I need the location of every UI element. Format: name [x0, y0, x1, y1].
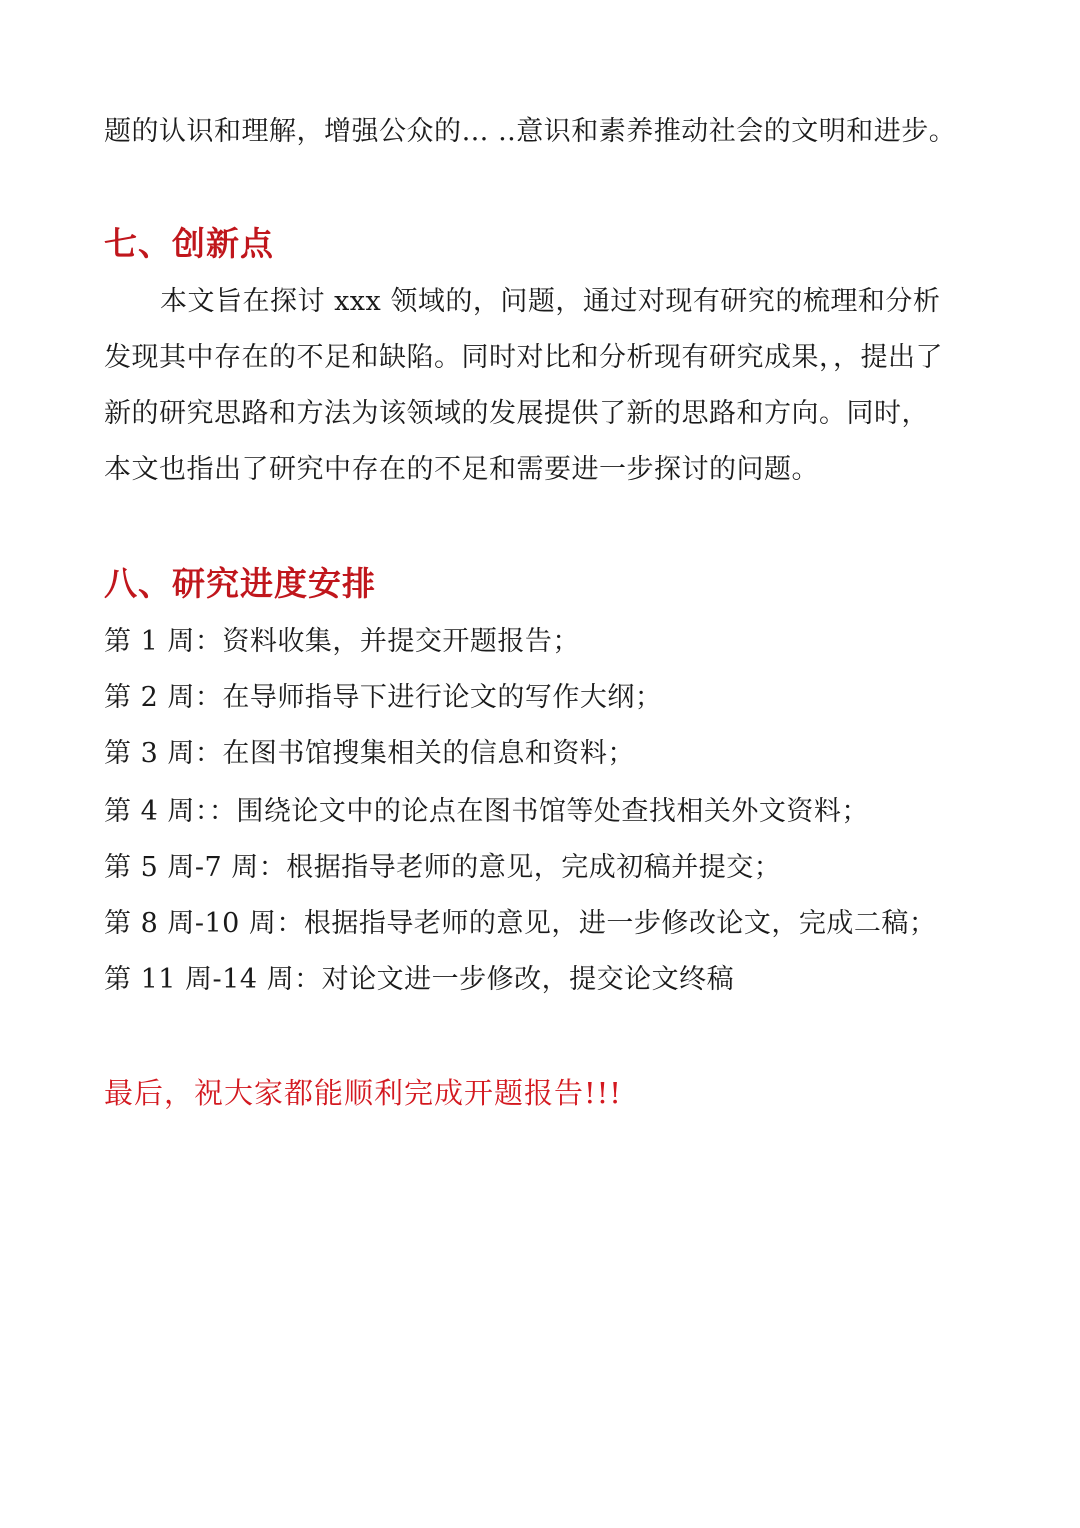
- schedule-item: 第 1 周：资料收集，并提交开题报告；: [104, 626, 580, 657]
- paragraph-line: 新的研究思路和方法为该领域的发展提供了新的思路和方向。同时，: [104, 398, 929, 429]
- intro-continuation-text: 题的认识和理解，增强公众的… ..意识和素养推动社会的文明和进步。: [104, 116, 957, 147]
- schedule-item: 第 4 周：：围绕论文中的论点在图书馆等处查找相关外文资料；: [104, 796, 869, 827]
- schedule-item: 第 5 周-7 周：根据指导老师的意见，完成初稿并提交；: [104, 852, 782, 883]
- schedule-item: 第 11 周-14 周：对论文进一步修改，提交论文终稿: [104, 964, 735, 995]
- closing-remark: 最后，祝大家都能顺利完成开题报告!!!: [104, 1076, 622, 1110]
- schedule-item: 第 8 周-10 周：根据指导老师的意见，进一步修改论文，完成二稿；: [104, 908, 937, 939]
- paragraph-line: 本文旨在探讨 xxx 领域的，问题，通过对现有研究的梳理和分析: [160, 286, 941, 317]
- paragraph-line: 发现其中存在的不足和缺陷。同时对比和分析现有研究成果，，提出了: [104, 342, 943, 373]
- section-heading-schedule: 八、研究进度安排: [104, 564, 376, 603]
- schedule-item: 第 3 周：在图书馆搜集相关的信息和资料；: [104, 738, 635, 769]
- schedule-item: 第 2 周：在导师指导下进行论文的写作大纲；: [104, 682, 663, 713]
- section-heading-innovation: 七、创新点: [104, 224, 274, 263]
- paragraph-line: 本文也指出了研究中存在的不足和需要进一步探讨的问题。: [104, 454, 819, 485]
